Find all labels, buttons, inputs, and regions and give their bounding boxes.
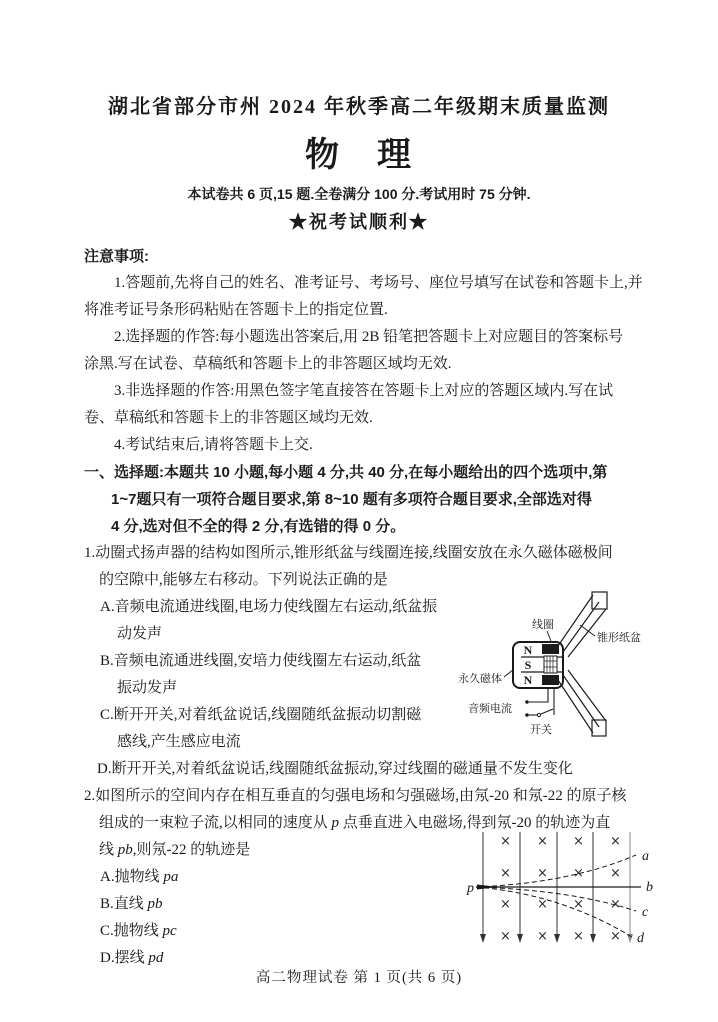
- trajectory-b-label: b: [646, 880, 653, 895]
- page-footer: 高二物理试卷 第 1 页(共 6 页): [255, 970, 463, 986]
- q2-option-d-var: pd: [148, 950, 164, 966]
- exam-title: 湖北省部分市州 2024 年秋季高二年级期末质量监测: [108, 96, 610, 118]
- q2-stem-line-3-text-2: ,则氖-22 的轨迹是: [132, 842, 251, 858]
- svg-text:×: ×: [573, 866, 584, 881]
- q2-option-a-var: pa: [163, 869, 179, 885]
- svg-text:×: ×: [537, 866, 548, 881]
- cone-label: 锥形纸盆: [597, 632, 641, 644]
- q2-option-c-var: pc: [162, 923, 177, 939]
- q2-option-c-label: C.抛物线: [100, 923, 163, 939]
- section-one-header-line-1: 一、选择题:本题共 10 小题,每小题 4 分,共 40 分,在每小题给出的四个选项中,第: [84, 464, 608, 481]
- exam-wish: ★祝考试顺利★: [289, 212, 429, 232]
- notice-item-3-line-2: 卷、草稿纸和答题卡上的非答题区域均无效.: [84, 410, 373, 426]
- magnet-pole-top-label: N: [523, 643, 533, 657]
- terminal-dot-bottom: [525, 713, 529, 717]
- notice-item-4: 4.考试结束后,请将答题卡上交.: [114, 437, 313, 453]
- svg-text:×: ×: [573, 897, 584, 912]
- notice-title: 注意事项:: [84, 248, 149, 265]
- q1-stem-line-2: 的空隙中,能够左右移动。下列说法正确的是: [99, 572, 388, 588]
- audio-current-label: 音频电流: [468, 703, 512, 715]
- svg-text:×: ×: [500, 834, 511, 849]
- svg-text:×: ×: [500, 866, 511, 881]
- magnet-pole-bottom-label: N: [523, 673, 533, 687]
- speaker-cone-shape: [558, 592, 607, 736]
- q2-stem-line-2-text: 组成的一束粒子流,以相同的速度从: [99, 815, 332, 831]
- q1-option-b-line-1: B.音频电流通进线圈,安培力使线圈左右运动,纸盆: [100, 653, 422, 669]
- q1-option-d: D.断开开关,对着纸盆说话,线圈随纸盆振动,穿过线圈的磁通量不发生变化: [97, 761, 573, 777]
- switch-pivot: [537, 713, 540, 716]
- q1-option-a-line-2: 动发声: [117, 626, 163, 642]
- q1-option-b-line-2: 振动发声: [117, 680, 178, 696]
- section-one-header-line-2: 1~7题只有一项符合题目要求,第 8~10 题有多项符合题目要求,全部选对得: [111, 491, 592, 508]
- speaker-diagram: [450, 580, 678, 760]
- q1-option-c-line-2: 感线,产生感应电流: [117, 734, 241, 750]
- magnet-label: 永久磁体: [458, 673, 502, 685]
- circuit-wires-shape: [529, 688, 554, 715]
- magnet-pole-mid-label: S: [524, 658, 532, 672]
- svg-text:×: ×: [610, 866, 621, 881]
- svg-text:×: ×: [500, 929, 511, 944]
- q2-option-b-var: pb: [147, 896, 163, 912]
- q2-option-a-label: A.抛物线: [100, 869, 164, 885]
- q2-stem-line-1: 2.如图所示的空间内存在相互垂直的匀强电场和匀强磁场,由氖-20 和氖-22 的原子核: [84, 788, 627, 804]
- svg-text:×: ×: [537, 897, 548, 912]
- svg-text:×: ×: [573, 834, 584, 849]
- point-p-label: p: [467, 881, 474, 896]
- switch-label: 开关: [530, 724, 552, 736]
- q2-stem-line-3-text: 线: [99, 842, 118, 858]
- notice-item-1-line-1: 1.答题前,先将自己的姓名、准考证号、考场号、座位号填写在试卷和答题卡上,并: [114, 275, 643, 291]
- subject-title: 物 理: [305, 137, 413, 174]
- svg-text:×: ×: [573, 929, 584, 944]
- q1-option-a-line-1: A.音频电流通进线圈,电场力使线圈左右运动,纸盆振: [100, 599, 438, 615]
- q1-stem-line-1: 1.动圈式扬声器的结构如图所示,锥形纸盆与线圈连接,线圈安放在永久磁体磁极间: [84, 545, 613, 561]
- trajectory-d-label: d: [637, 931, 644, 946]
- q2-option-b-label: B.直线: [100, 896, 148, 912]
- svg-text:×: ×: [610, 897, 621, 912]
- coil-label: 线圈: [532, 619, 554, 631]
- q2-stem-line-3-var: pb: [117, 842, 133, 858]
- trajectory-c-label: c: [642, 905, 649, 920]
- notice-item-2-line-2: 涂黑.写在试卷、草稿纸和答题卡上的非答题区域均无效.: [84, 356, 452, 372]
- q2-stem-line-2-text-2: 点垂直进入电磁场,得到氖-20 的轨迹为直: [339, 815, 611, 831]
- notice-item-3-line-1: 3.非选择题的作答:用黑色签字笔直接答在答题卡上对应的答题区域内.写在试: [114, 383, 614, 399]
- svg-text:×: ×: [610, 929, 621, 944]
- trajectory-a-label: a: [642, 849, 649, 864]
- notice-item-1-line-2: 将准考证号条形码粘贴在答题卡上的指定位置.: [84, 302, 388, 318]
- notice-item-2-line-1: 2.选择题的作答:每小题选出答案后,用 2B 铅笔把答题卡上对应题目的答案标号: [114, 329, 624, 345]
- field-trajectory-diagram: [446, 824, 681, 964]
- svg-text:×: ×: [537, 834, 548, 849]
- svg-text:×: ×: [610, 834, 621, 849]
- svg-text:×: ×: [537, 929, 548, 944]
- section-one-header-line-3: 4 分,选对但不全的得 2 分,有选错的得 0 分。: [111, 518, 406, 535]
- magnet-shape: [513, 642, 563, 688]
- q2-option-d-label: D.摆线: [100, 950, 149, 966]
- terminal-dot-top: [525, 700, 529, 704]
- exam-info: 本试卷共 6 页,15 题.全卷满分 100 分.考试用时 75 分钟.: [187, 186, 531, 202]
- q2-stem-line-2-var: p: [331, 815, 340, 831]
- q1-option-c-line-1: C.断开开关,对着纸盆说话,线圈随纸盆振动切割磁: [100, 707, 422, 723]
- svg-text:×: ×: [500, 897, 511, 912]
